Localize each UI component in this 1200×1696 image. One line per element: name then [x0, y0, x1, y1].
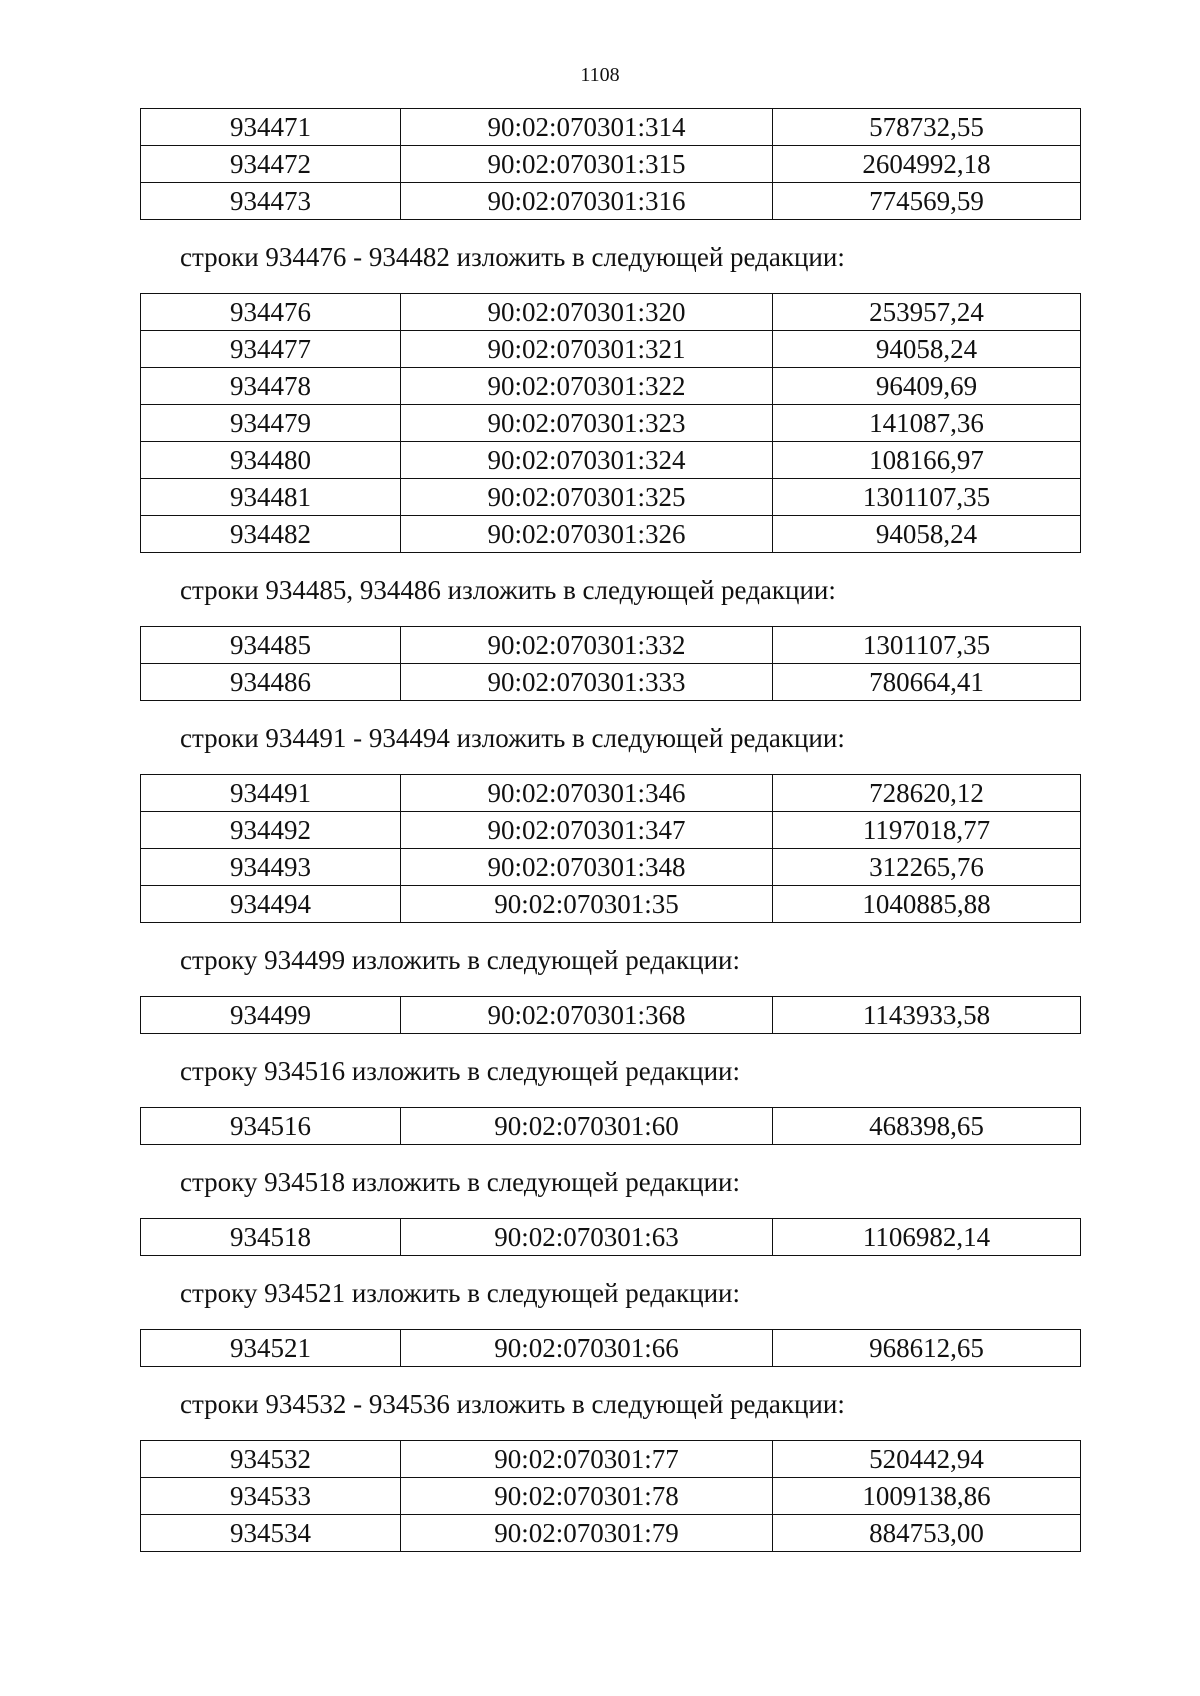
value-cell: 884753,00: [773, 1515, 1081, 1552]
row-number-cell: 934534: [141, 1515, 401, 1552]
cadastral-number-cell: 90:02:070301:79: [401, 1515, 773, 1552]
row-number-cell: 934493: [141, 849, 401, 886]
table-row: [141, 294, 1081, 331]
value-cell: 94058,24: [773, 331, 1081, 368]
table-row: [141, 1219, 1081, 1256]
table-row: [141, 1478, 1081, 1515]
registry-table: [140, 996, 1081, 1034]
registry-table: [140, 774, 1081, 923]
value-cell: 1040885,88: [773, 886, 1081, 923]
value-cell: 774569,59: [773, 183, 1081, 220]
value-cell: 312265,76: [773, 849, 1081, 886]
cadastral-number-cell: 90:02:070301:63: [401, 1219, 773, 1256]
row-number-cell: 934476: [141, 294, 401, 331]
table-row: [141, 442, 1081, 479]
row-number-cell: 934480: [141, 442, 401, 479]
cadastral-number-cell: 90:02:070301:316: [401, 183, 773, 220]
value-cell: 141087,36: [773, 405, 1081, 442]
amendment-instruction: строки 934476 - 934482 изложить в следующей редакции:: [180, 242, 845, 272]
table-row: [141, 1515, 1081, 1552]
value-cell: 96409,69: [773, 368, 1081, 405]
value-cell: 2604992,18: [773, 146, 1081, 183]
table-row: [141, 627, 1081, 664]
value-cell: 468398,65: [773, 1108, 1081, 1145]
value-cell: 108166,97: [773, 442, 1081, 479]
row-number-cell: 934472: [141, 146, 401, 183]
cadastral-number-cell: 90:02:070301:77: [401, 1441, 773, 1478]
amendment-instruction: строки 934491 - 934494 изложить в следующей редакции:: [180, 723, 845, 753]
amendment-instruction: строку 934521 изложить в следующей редакции:: [180, 1278, 741, 1308]
table-row: [141, 368, 1081, 405]
cadastral-number-cell: 90:02:070301:320: [401, 294, 773, 331]
row-number-cell: 934518: [141, 1219, 401, 1256]
cadastral-number-cell: 90:02:070301:322: [401, 368, 773, 405]
cadastral-number-cell: 90:02:070301:348: [401, 849, 773, 886]
value-cell: 1143933,58: [773, 997, 1081, 1034]
value-cell: 520442,94: [773, 1441, 1081, 1478]
cadastral-number-cell: 90:02:070301:346: [401, 775, 773, 812]
amendment-instruction: строку 934499 изложить в следующей редакции:: [180, 945, 741, 975]
registry-table: [140, 293, 1081, 553]
registry-table: [140, 1440, 1081, 1552]
value-cell: 1106982,14: [773, 1219, 1081, 1256]
value-cell: 1301107,35: [773, 479, 1081, 516]
registry-table: [140, 626, 1081, 701]
value-cell: 253957,24: [773, 294, 1081, 331]
cadastral-number-cell: 90:02:070301:78: [401, 1478, 773, 1515]
value-cell: 1301107,35: [773, 627, 1081, 664]
table-row: [141, 664, 1081, 701]
registry-table: [140, 1329, 1081, 1367]
cadastral-number-cell: 90:02:070301:325: [401, 479, 773, 516]
table-row: [141, 109, 1081, 146]
amendment-instruction: строку 934516 изложить в следующей редакции:: [180, 1056, 741, 1086]
registry-table: [140, 108, 1081, 220]
value-cell: 578732,55: [773, 109, 1081, 146]
value-cell: 1009138,86: [773, 1478, 1081, 1515]
cadastral-number-cell: 90:02:070301:60: [401, 1108, 773, 1145]
amendment-instruction: строки 934532 - 934536 изложить в следующей редакции:: [180, 1389, 845, 1419]
table-row: [141, 1441, 1081, 1478]
table-row: [141, 1108, 1081, 1145]
row-number-cell: 934533: [141, 1478, 401, 1515]
cadastral-number-cell: 90:02:070301:324: [401, 442, 773, 479]
table-row: [141, 1330, 1081, 1367]
value-cell: 1197018,77: [773, 812, 1081, 849]
cadastral-number-cell: 90:02:070301:35: [401, 886, 773, 923]
cadastral-number-cell: 90:02:070301:323: [401, 405, 773, 442]
row-number-cell: 934485: [141, 627, 401, 664]
cadastral-number-cell: 90:02:070301:326: [401, 516, 773, 553]
table-row: [141, 812, 1081, 849]
table-row: [141, 146, 1081, 183]
page-number: 1108: [580, 64, 620, 86]
cadastral-number-cell: 90:02:070301:347: [401, 812, 773, 849]
row-number-cell: 934473: [141, 183, 401, 220]
value-cell: 968612,65: [773, 1330, 1081, 1367]
row-number-cell: 934482: [141, 516, 401, 553]
row-number-cell: 934532: [141, 1441, 401, 1478]
table-row: [141, 775, 1081, 812]
row-number-cell: 934494: [141, 886, 401, 923]
document-body: [140, 108, 1080, 1552]
table-row: [141, 331, 1081, 368]
row-number-cell: 934471: [141, 109, 401, 146]
table-row: [141, 516, 1081, 553]
cadastral-number-cell: 90:02:070301:314: [401, 109, 773, 146]
registry-table: [140, 1218, 1081, 1256]
cadastral-number-cell: 90:02:070301:332: [401, 627, 773, 664]
row-number-cell: 934486: [141, 664, 401, 701]
row-number-cell: 934481: [141, 479, 401, 516]
value-cell: 780664,41: [773, 664, 1081, 701]
table-row: [141, 997, 1081, 1034]
row-number-cell: 934491: [141, 775, 401, 812]
cadastral-number-cell: 90:02:070301:321: [401, 331, 773, 368]
registry-table: [140, 1107, 1081, 1145]
table-row: [141, 886, 1081, 923]
row-number-cell: 934479: [141, 405, 401, 442]
table-row: [141, 405, 1081, 442]
row-number-cell: 934516: [141, 1108, 401, 1145]
value-cell: 728620,12: [773, 775, 1081, 812]
row-number-cell: 934499: [141, 997, 401, 1034]
row-number-cell: 934477: [141, 331, 401, 368]
cadastral-number-cell: 90:02:070301:315: [401, 146, 773, 183]
value-cell: 94058,24: [773, 516, 1081, 553]
row-number-cell: 934492: [141, 812, 401, 849]
row-number-cell: 934478: [141, 368, 401, 405]
amendment-instruction: строку 934518 изложить в следующей редакции:: [180, 1167, 741, 1197]
row-number-cell: 934521: [141, 1330, 401, 1367]
amendment-instruction: строки 934485, 934486 изложить в следующей редакции:: [180, 575, 836, 605]
table-row: [141, 849, 1081, 886]
cadastral-number-cell: 90:02:070301:333: [401, 664, 773, 701]
table-row: [141, 479, 1081, 516]
cadastral-number-cell: 90:02:070301:368: [401, 997, 773, 1034]
table-row: [141, 183, 1081, 220]
cadastral-number-cell: 90:02:070301:66: [401, 1330, 773, 1367]
